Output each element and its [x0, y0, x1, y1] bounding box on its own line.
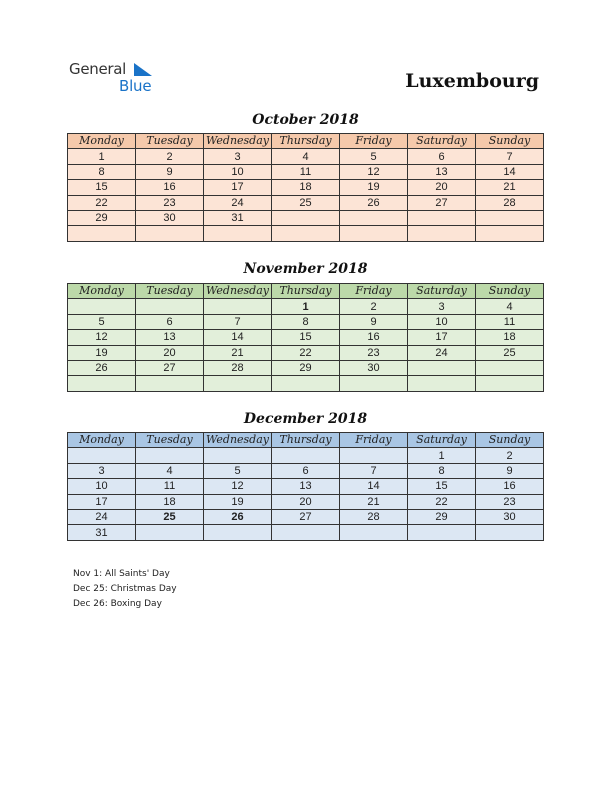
empty-day-cell — [408, 525, 476, 540]
empty-day-cell — [204, 376, 272, 391]
day-cell: 20 — [136, 345, 204, 360]
empty-day-cell — [68, 376, 136, 391]
empty-day-cell — [340, 376, 408, 391]
day-cell: 4 — [136, 463, 204, 478]
empty-day-cell — [476, 376, 544, 391]
day-cell: 25 — [476, 345, 544, 360]
day-cell: 12 — [204, 479, 272, 494]
day-cell: 23 — [136, 195, 204, 210]
logo-text-general: General — [69, 60, 127, 78]
weekday-header: Friday — [340, 134, 408, 149]
calendar-december — [67, 432, 544, 541]
day-cell: 9 — [136, 164, 204, 179]
day-cell: 2 — [340, 299, 408, 314]
day-cell: 31 — [68, 525, 136, 540]
weekday-header-row — [68, 134, 544, 149]
week-row — [68, 360, 544, 375]
calendar-october — [67, 133, 544, 242]
day-cell: 24 — [68, 509, 136, 524]
week-row — [68, 345, 544, 360]
week-row — [68, 479, 544, 494]
empty-day-cell — [340, 210, 408, 225]
day-cell: 20 — [272, 494, 340, 509]
day-cell: 11 — [272, 164, 340, 179]
day-cell: 28 — [204, 360, 272, 375]
day-cell: 21 — [204, 345, 272, 360]
week-row — [68, 509, 544, 524]
day-cell: 13 — [408, 164, 476, 179]
weekday-header: Saturday — [408, 433, 476, 448]
day-cell: 3 — [204, 149, 272, 164]
weekday-header: Wednesday — [204, 284, 272, 299]
day-cell: 14 — [340, 479, 408, 494]
day-cell: 3 — [408, 299, 476, 314]
empty-day-cell — [340, 226, 408, 241]
day-cell: 19 — [340, 180, 408, 195]
day-cell: 9 — [476, 463, 544, 478]
day-cell: 17 — [204, 180, 272, 195]
weekday-header: Sunday — [476, 134, 544, 149]
day-cell: 27 — [136, 360, 204, 375]
weekday-header: Wednesday — [204, 134, 272, 149]
logo-text-blue: Blue — [119, 77, 152, 95]
month-title-december: December 2018 — [243, 411, 368, 427]
day-cell: 1 — [68, 149, 136, 164]
empty-day-cell — [204, 226, 272, 241]
weekday-header: Friday — [340, 284, 408, 299]
empty-day-cell — [136, 226, 204, 241]
week-row — [68, 494, 544, 509]
day-cell: 29 — [408, 509, 476, 524]
week-row — [68, 525, 544, 540]
weekday-header: Thursday — [272, 433, 340, 448]
empty-day-cell — [408, 226, 476, 241]
week-row — [68, 299, 544, 314]
day-cell: 26 — [340, 195, 408, 210]
empty-day-cell — [136, 299, 204, 314]
weekday-header: Monday — [68, 134, 136, 149]
holiday-note: Dec 25: Christmas Day — [73, 584, 177, 594]
weekday-header: Monday — [68, 433, 136, 448]
day-cell: 17 — [408, 330, 476, 345]
weekday-header: Wednesday — [204, 433, 272, 448]
empty-day-cell — [204, 299, 272, 314]
month-title-november: November 2018 — [243, 261, 368, 277]
day-cell: 20 — [408, 180, 476, 195]
day-cell: 6 — [408, 149, 476, 164]
day-cell: 30 — [476, 509, 544, 524]
day-cell: 22 — [408, 494, 476, 509]
empty-day-cell — [204, 448, 272, 463]
day-cell: 10 — [408, 314, 476, 329]
empty-day-cell — [136, 448, 204, 463]
day-cell: 25 — [272, 195, 340, 210]
empty-day-cell — [272, 226, 340, 241]
weekday-header: Sunday — [476, 284, 544, 299]
day-cell: 22 — [272, 345, 340, 360]
day-cell: 12 — [68, 330, 136, 345]
calendar-november — [67, 283, 544, 392]
week-row — [68, 210, 544, 225]
day-cell: 24 — [408, 345, 476, 360]
day-cell: 22 — [68, 195, 136, 210]
day-cell: 30 — [340, 360, 408, 375]
holiday-notes — [73, 567, 177, 612]
day-cell: 26 — [68, 360, 136, 375]
empty-day-cell — [204, 525, 272, 540]
day-cell: 1 — [272, 299, 340, 314]
empty-day-cell — [68, 226, 136, 241]
day-cell: 5 — [340, 149, 408, 164]
day-cell: 31 — [204, 210, 272, 225]
weekday-header: Sunday — [476, 433, 544, 448]
day-cell: 9 — [340, 314, 408, 329]
month-title-october: October 2018 — [252, 112, 359, 128]
week-row — [68, 448, 544, 463]
day-cell: 6 — [136, 314, 204, 329]
day-cell: 12 — [340, 164, 408, 179]
day-cell: 26 — [204, 509, 272, 524]
day-cell: 28 — [340, 509, 408, 524]
week-row — [68, 463, 544, 478]
empty-day-cell — [136, 376, 204, 391]
day-cell: 25 — [136, 509, 204, 524]
day-cell: 7 — [204, 314, 272, 329]
day-cell: 23 — [340, 345, 408, 360]
day-cell: 1 — [408, 448, 476, 463]
day-cell: 8 — [272, 314, 340, 329]
empty-day-cell — [340, 525, 408, 540]
empty-day-cell — [68, 448, 136, 463]
empty-day-cell — [272, 376, 340, 391]
day-cell: 11 — [136, 479, 204, 494]
weekday-header: Monday — [68, 284, 136, 299]
day-cell: 29 — [68, 210, 136, 225]
day-cell: 5 — [204, 463, 272, 478]
day-cell: 19 — [204, 494, 272, 509]
empty-day-cell — [272, 525, 340, 540]
day-cell: 4 — [476, 299, 544, 314]
empty-day-cell — [340, 448, 408, 463]
week-row — [68, 195, 544, 210]
weekday-header: Saturday — [408, 284, 476, 299]
day-cell: 27 — [272, 509, 340, 524]
empty-day-cell — [476, 226, 544, 241]
weekday-header-row — [68, 433, 544, 448]
empty-day-cell — [68, 299, 136, 314]
weekday-header: Thursday — [272, 134, 340, 149]
day-cell: 2 — [136, 149, 204, 164]
day-cell: 7 — [340, 463, 408, 478]
weekday-header: Saturday — [408, 134, 476, 149]
day-cell: 19 — [68, 345, 136, 360]
weekday-header: Tuesday — [136, 284, 204, 299]
day-cell: 13 — [136, 330, 204, 345]
empty-day-cell — [408, 376, 476, 391]
empty-day-cell — [476, 525, 544, 540]
day-cell: 16 — [136, 180, 204, 195]
week-row — [68, 180, 544, 195]
empty-day-cell — [476, 360, 544, 375]
empty-day-cell — [408, 360, 476, 375]
day-cell: 4 — [272, 149, 340, 164]
week-row — [68, 164, 544, 179]
weekday-header: Tuesday — [136, 134, 204, 149]
weekday-header: Tuesday — [136, 433, 204, 448]
empty-day-cell — [272, 210, 340, 225]
empty-day-cell — [272, 448, 340, 463]
day-cell: 2 — [476, 448, 544, 463]
day-cell: 8 — [68, 164, 136, 179]
day-cell: 17 — [68, 494, 136, 509]
day-cell: 16 — [476, 479, 544, 494]
day-cell: 16 — [340, 330, 408, 345]
day-cell: 13 — [272, 479, 340, 494]
day-cell: 7 — [476, 149, 544, 164]
day-cell: 6 — [272, 463, 340, 478]
day-cell: 28 — [476, 195, 544, 210]
day-cell: 14 — [476, 164, 544, 179]
day-cell: 15 — [408, 479, 476, 494]
day-cell: 29 — [272, 360, 340, 375]
day-cell: 14 — [204, 330, 272, 345]
day-cell: 21 — [340, 494, 408, 509]
day-cell: 18 — [136, 494, 204, 509]
day-cell: 23 — [476, 494, 544, 509]
day-cell: 3 — [68, 463, 136, 478]
week-row — [68, 226, 544, 241]
country-title: Luxembourg — [405, 70, 539, 92]
day-cell: 24 — [204, 195, 272, 210]
day-cell: 11 — [476, 314, 544, 329]
day-cell: 10 — [68, 479, 136, 494]
day-cell: 15 — [68, 180, 136, 195]
week-row — [68, 330, 544, 345]
holiday-note: Nov 1: All Saints' Day — [73, 569, 170, 579]
weekday-header-row — [68, 284, 544, 299]
day-cell: 27 — [408, 195, 476, 210]
logo-triangle-icon — [134, 63, 154, 79]
general-blue-logo — [69, 60, 169, 96]
weekday-header: Friday — [340, 433, 408, 448]
weekday-header: Thursday — [272, 284, 340, 299]
day-cell: 15 — [272, 330, 340, 345]
empty-day-cell — [408, 210, 476, 225]
empty-day-cell — [136, 525, 204, 540]
day-cell: 18 — [272, 180, 340, 195]
week-row — [68, 376, 544, 391]
day-cell: 30 — [136, 210, 204, 225]
holiday-note: Dec 26: Boxing Day — [73, 599, 162, 609]
day-cell: 10 — [204, 164, 272, 179]
week-row — [68, 314, 544, 329]
empty-day-cell — [476, 210, 544, 225]
day-cell: 5 — [68, 314, 136, 329]
day-cell: 18 — [476, 330, 544, 345]
week-row — [68, 149, 544, 164]
day-cell: 21 — [476, 180, 544, 195]
day-cell: 8 — [408, 463, 476, 478]
